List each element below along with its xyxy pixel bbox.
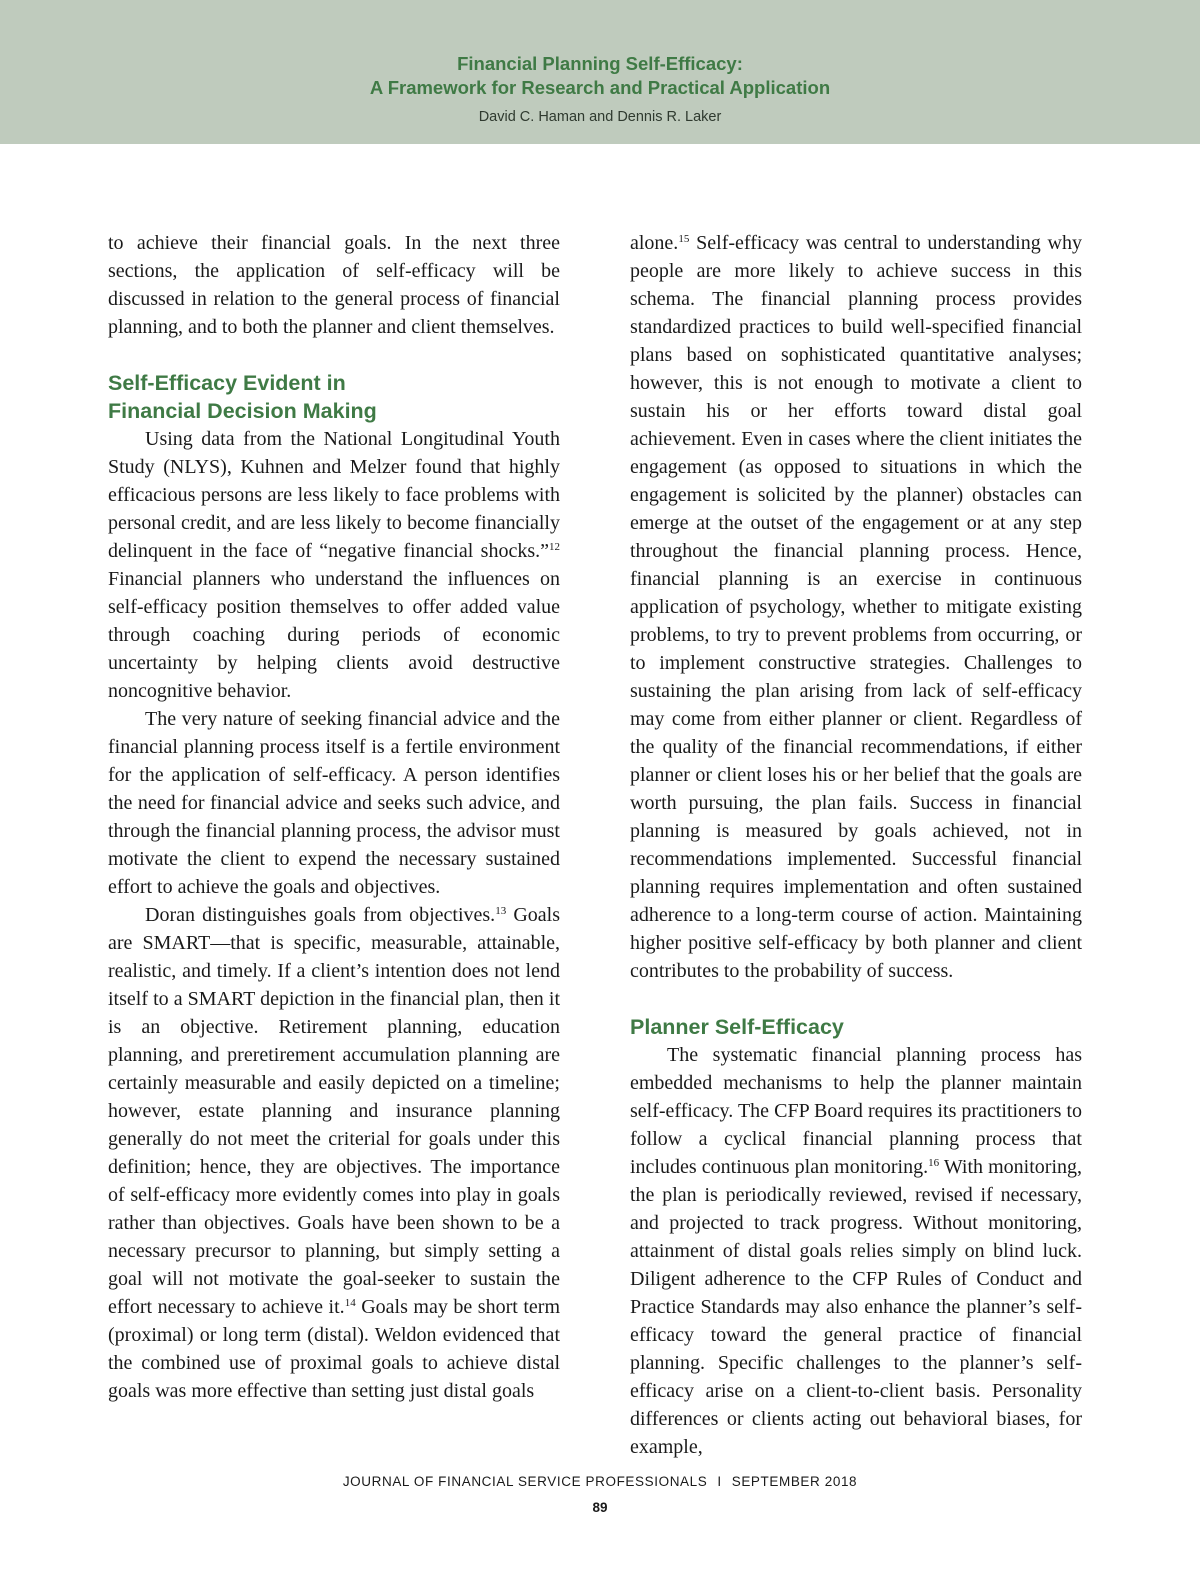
paragraph-text: alone. (630, 232, 679, 254)
journal-name: JOURNAL OF FINANCIAL SERVICE PROFESSIONALS (342, 1474, 708, 1489)
section-heading-planner-self-efficacy: Planner Self-Efficacy (630, 1015, 844, 1039)
paragraph-text: Financial planners who understand the influences on self-efficacy position themselves to offer added value through coaching during periods of economic uncertainty by helping clients avoid destructive noncognitive behavior. (108, 568, 560, 702)
footnote-ref-14: 14 (344, 1297, 356, 1309)
paragraph-text: With monitoring, the plan is periodically reviewed, revised if necessary, and projected to track progress. Without monitoring, attainment of distal goals relies simply on blind luck. Diligent adherence to the CFP Rules of Conduct and Practice Standards may also enhance the planner’s self-efficacy toward the general practice of financial planning. Specific challenges to the planner’s self-efficacy arise on a client-to-client basis. Personality differences or clients acting out behavioral biases, for example, (630, 1156, 1083, 1458)
running-footer (0, 1474, 1200, 1489)
footnote-ref-12: 12 (549, 541, 560, 553)
paragraph-text: Using data from the National Longitudinal Youth Study (NLYS), Kuhnen and Melzer found that highly efficacious persons are less likely to face problems with personal credit, and are less likely to become financially delinquent in the face of “negative financial shocks.” (108, 428, 560, 562)
footer-separator: I (717, 1474, 722, 1489)
section-heading-line-2: Financial Decision Making (108, 399, 377, 423)
footnote-ref-13: 13 (495, 905, 507, 917)
running-header (0, 0, 1200, 144)
paragraph-self-efficacy-central (630, 229, 1082, 985)
page-number: 89 (592, 1500, 608, 1515)
paragraph-text: The systematic financial planning process has embedded mechanisms to help the planner maintain self-efficacy. The CFP Board requires its practitioners to follow a cyclical financial planning process that includes continuous plan monitoring. (630, 1044, 1082, 1178)
paragraph-nlys (108, 425, 560, 705)
article-title-line-2: A Framework for Research and Practical Application (369, 77, 831, 98)
paragraph-text: Self-efficacy was central to understanding why people are more likely to achieve success in this schema. The financial planning process provides standardized practices to build well-specified financial plans based on sophisticated quantitative analyses; however, this is not enough to motivate a client to sustain his or her efforts toward distal goal achievement. Even in cases where the client initiates the engagement (as opposed to situations in which the engagement is solicited by the planner) obstacles can emerge at the outset of the engagement or at any step throughout the financial planning process. Hence, financial planning is an exercise in continuous application of psychology, whether to mitigate existing problems, to try to prevent problems from occurring, or to implement constructive strategies. Challenges to sustaining the plan arising from lack of self-efficacy may come from either planner or client. Regardless of the quality of the financial recommendations, if either planner or client loses his or her belief that the goals are worth pursuing, the plan fails. Success in financial planning is measured by goals achieved, not in recommendations implemented. Successful financial planning requires implementation and often sustained adherence to a long-term course of action. Maintaining higher positive self-efficacy by both planner and client contributes to the probability of success. (630, 232, 1082, 982)
paragraph-planner-mechanisms (630, 1041, 1082, 1461)
section-heading-line-1: Self-Efficacy Evident in (108, 371, 346, 395)
article-authors: David C. Haman and Dennis R. Laker (478, 109, 722, 125)
paragraph-text: Goals may be short term (proximal) or long term (distal). Weldon evidenced that the combined use of proximal goals to achieve distal goals was more effective than setting just distal goals (108, 1296, 560, 1402)
left-column (108, 229, 560, 1405)
paragraph-intro-continued: to achieve their financial goals. In the next three sections, the application of self-efficacy will be discussed in relation to the general process of financial planning, and to both the planner and client themselves. (108, 232, 560, 338)
issue-date: SEPTEMBER 2018 (731, 1474, 858, 1489)
right-column (630, 229, 1082, 1461)
paragraph-financial-advice: The very nature of seeking financial advice and the financial planning process itself is a fertile environment for the application of self-efficacy. A person identifies the need for financial advice and seeks such advice, and through the financial planning process, the advisor must motivate the client to expend the necessary sustained effort to achieve the goals and objectives. (108, 708, 560, 898)
footnote-ref-15: 15 (678, 233, 690, 245)
section-heading-decision-making (108, 369, 560, 425)
paragraph-text: Doran distinguishes goals from objectives. (145, 904, 496, 926)
footnote-ref-16: 16 (928, 1157, 940, 1169)
paragraph-goals-objectives (108, 901, 560, 1405)
paragraph-text: Goals are SMART—that is specific, measurable, attainable, realistic, and timely. If a client’s intention does not lend itself to a SMART depiction in the financial plan, then it is an objective. Retirement planning, education planning, and preretirement accumulation planning are certainly measurable and easily depicted on a timeline; however, estate planning and insurance planning generally do not meet the criterial for goals under this definition; hence, they are objectives. The importance of self-efficacy more evidently comes into play in goals rather than objectives. Goals have been shown to be a necessary precursor to planning, but simply setting a goal will not motivate the goal-seeker to sustain the effort necessary to achieve it. (108, 904, 560, 1318)
article-title-line-1: Financial Planning Self-Efficacy: (457, 53, 743, 74)
